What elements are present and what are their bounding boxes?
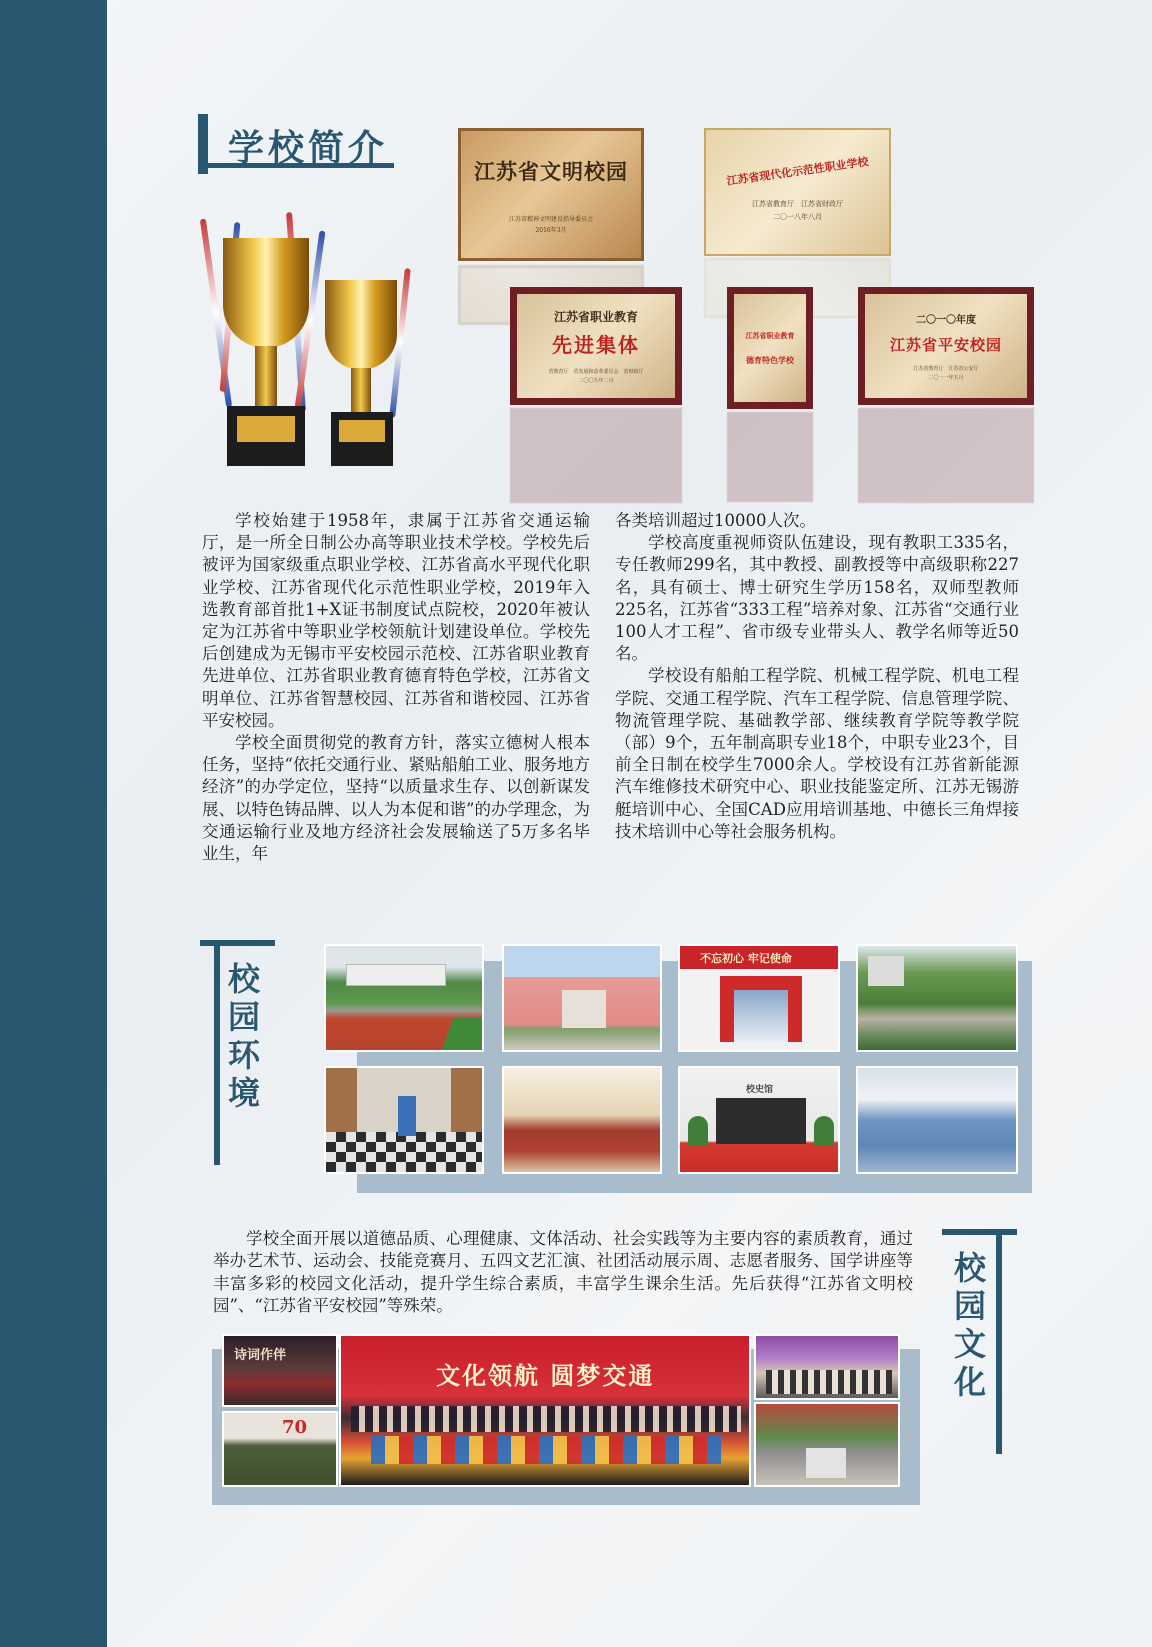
plaque-title: 江苏省职业教育 (553, 310, 638, 324)
title-char: 校 (227, 960, 260, 998)
title-char: 园 (953, 1287, 986, 1325)
gate-banner-text: 不忘初心 牢记使命 (700, 952, 792, 965)
intro-paragraph-continued: 各类培训超过10000人次。 (615, 511, 816, 530)
plaque-date: 二〇一一年五月 (928, 375, 964, 381)
title-char: 园 (227, 998, 260, 1036)
title-char: 环 (227, 1036, 260, 1074)
title-accent-bar (200, 940, 275, 946)
hall-banner-text: 文化领航 圆梦交通 (436, 1361, 655, 1390)
photo-teaching-building (502, 944, 662, 1052)
title-char: 化 (953, 1363, 986, 1401)
photo-auditorium (502, 1066, 662, 1174)
intro-section-title (198, 114, 396, 174)
photo-culture-performance (339, 1334, 751, 1487)
intro-title-text: 学校简介 (228, 127, 389, 169)
trophies-photo (185, 210, 425, 475)
plaque-title: 江苏省文明校园 (474, 158, 628, 184)
photo-dormitory (324, 1066, 484, 1174)
intro-paragraph: 学校设有船舶工程学院、机械工程学院、机电工程学院、交通工程学院、汽车工程学院、信息管理学院、物流管理学院、基础教学部、继续教育学院等教学院（部）9个，五年制高职专业18个，中职专业23个，目前全日制在校学生7000余人。学校设有江苏省新能源汽车维修技术研究中心、职业技能鉴定所、江苏无锡游艇培训中心、全国CAD应用培训基地、中德长三角焊接技术培训中心等社会服务机构。 (615, 666, 1019, 841)
title-accent-bar (996, 1229, 1002, 1454)
title-char: 文 (953, 1325, 986, 1363)
plaque-title-main: 先进集体 (552, 333, 640, 357)
trophy-small-plate (339, 420, 385, 442)
intro-paragraph: 学校全面贯彻党的教育方针，落实立德树人根本任务，坚持“依托交通行业、紧贴船舶工业、服务地方经济”的办学定位，坚持“以质量求生存、以创新谋发展、以特色铸品牌、以人为本促和谐”的办学理念，为交通运输行业及地方经济社会发展输送了5万多名毕业生，年 (202, 733, 590, 864)
plaque-civilized-campus (458, 128, 644, 261)
plaque-reflection (858, 408, 1034, 503)
trophy-large-plate (237, 416, 295, 442)
photo-exhibition-gate (678, 944, 840, 1052)
photo-canteen (856, 1066, 1018, 1174)
plaque-issuer: 江苏省教育厅 江苏省财政厅 (752, 199, 843, 208)
culture-section-title (942, 1229, 1017, 1454)
culture-text (213, 1228, 913, 1318)
plaque-issuer: 江苏省教育厅 江苏省公安厅 (913, 366, 979, 372)
photo-sports-field (324, 944, 484, 1052)
intro-paragraph: 学校高度重视师资队伍建设，现有教职工335名，专任教师299名，其中教授、副教授等中高级职称227名，具有硕士、博士研究生学历158名，双师型教师225名，江苏省“333工程”培养对象、江苏省“交通行业100人才工程”、省市级专业带头人、教学名师等近50名。 (615, 533, 1019, 664)
plaque-safe-campus (858, 287, 1034, 405)
trophy-small-stem (351, 368, 371, 412)
plaque-issuer: 省教育厅 省发展和改革委员会 省财政厅 (548, 369, 644, 375)
title-accent-bar (942, 1229, 1017, 1235)
anniversary-number: 70 (282, 1417, 308, 1438)
side-color-bar (0, 0, 107, 1647)
poetry-banner-text: 诗词作伴 (234, 1348, 287, 1363)
plaque-issuer: 江苏省精神文明建设指导委员会 (508, 215, 593, 223)
trophy-large-stem (255, 346, 277, 406)
trophy-small-cup (325, 280, 397, 370)
photo-military-training (222, 1411, 338, 1487)
photo-garden-rockery (856, 944, 1018, 1052)
plaque-advanced-collective (510, 287, 682, 405)
plaque-title: 江苏省职业教育 (745, 330, 795, 340)
title-char: 校 (953, 1249, 986, 1287)
plaque-reflection (510, 408, 682, 503)
intro-left-column (202, 510, 590, 865)
plaque-title-main: 江苏省平安校园 (889, 336, 1002, 354)
title-char: 境 (227, 1074, 260, 1112)
photo-history-museum (678, 1066, 840, 1174)
title-accent-bar (214, 940, 220, 1165)
plaque-title-main: 德育特色学校 (746, 354, 794, 365)
environment-section-title (200, 940, 275, 1165)
culture-paragraph: 学校全面开展以道德品质、心理健康、文体活动、社会实践等为主要内容的素质教育，通过举办艺术节、运动会、技能竞赛月、五四文艺汇演、社团活动展示周、志愿者服务、国学讲座等丰富多彩的校园文化活动，提升学生综合素质，丰富学生课余生活。先后获得“江苏省文明校园”、“江苏省平安校园”等殊荣。 (213, 1229, 913, 1316)
title-accent-bar (198, 114, 208, 174)
plaque-moral-education (727, 287, 813, 409)
photo-poetry-event (222, 1334, 338, 1407)
intro-right-column (615, 510, 1019, 843)
trophy-large-cup (223, 238, 309, 348)
intro-paragraph: 学校始建于1958年，隶属于江苏省交通运输厅，是一所全日制公办高等职业技术学校。学校先后被评为国家级重点职业学校、江苏省高水平现代化职业学校、江苏省现代化示范性职业学校，2019年入选教育部首批1+X证书制度试点院校，2020年被认定为江苏省中等职业学校领航计划建设单位。学校先后创建成为无锡市平安校园示范校、江苏省职业教育先进单位、江苏省职业教育德育特色学校，江苏省文明单位、江苏省智慧校园、江苏省和谐校园、江苏省平安校园。 (202, 511, 590, 730)
plaque-reflection (727, 412, 813, 502)
plaque-date: 二〇一八年八月 (773, 212, 822, 221)
museum-sign-text: 校史馆 (746, 1085, 774, 1095)
plaque-model-vocational-school (704, 128, 891, 256)
plaque-title: 江苏省现代化示范性职业学校 (725, 154, 870, 188)
plaque-title: 二〇一〇年度 (916, 315, 976, 326)
photo-campus-sports (754, 1402, 900, 1487)
plaque-date: 2016年3月 (535, 226, 567, 234)
photo-award-ceremony (754, 1334, 900, 1400)
plaque-date: 二〇〇九年二月 (578, 378, 614, 384)
